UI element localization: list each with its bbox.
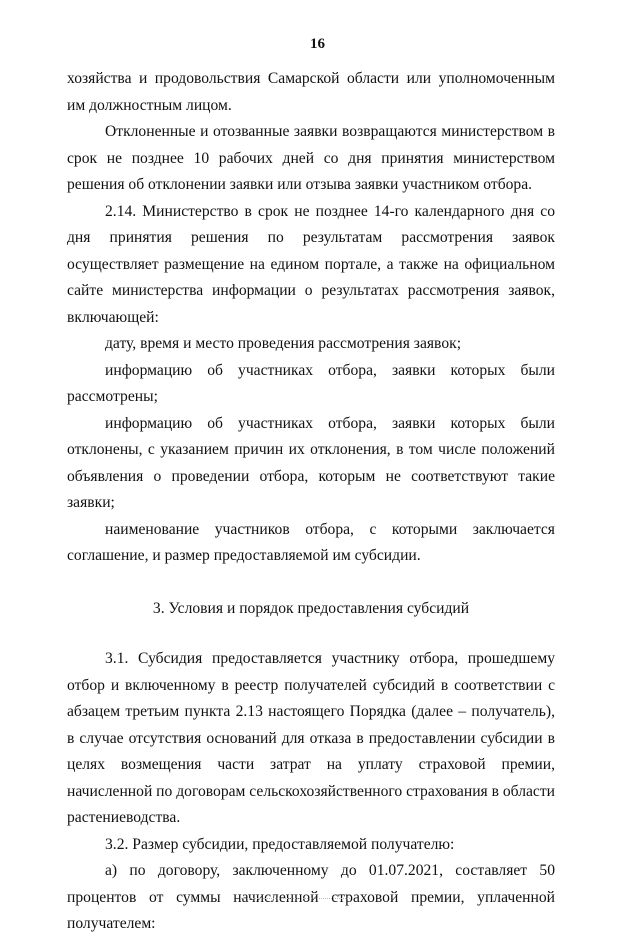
paragraph: хозяйства и продовольствия Самарской области или уполномоченным им должностным лицом. <box>67 70 555 114</box>
list-item: дату, время и место проведения рассмотрения заявок; <box>105 335 462 352</box>
paragraph: 2.14. Министерство в срок не позднее 14-го календарного дня со дня принятия решения по результатам рассмотрения заявок осуществляет размещение на едином портале, а также на официальном сайте министерства информации о результатах рассмотрения заявок, включающей: <box>67 202 555 326</box>
list-item: наименование участников отбора, с которыми заключается соглашение, и размер предоставляемой им субсидии. <box>67 520 555 564</box>
list-item: информацию об участниках отбора, заявки которых были рассмотрены; <box>67 361 555 405</box>
scan-artifact <box>240 896 350 899</box>
document-body <box>67 66 555 938</box>
list-item: информацию об участниках отбора, заявки которых были отклонены, с указанием причин их отклонения, в том числе положений объявления о проведении отбора, которым не соответствуют такие заявки; <box>67 414 555 511</box>
paragraph: 3.2. Размер субсидии, предоставляемой получателю: <box>105 835 455 853</box>
page-number: 16 <box>310 36 325 52</box>
paragraph: а) по договору, заключенному до 01.07.2021, составляет 50 процентов от суммы начисленной страховой премии, уплаченной получателем: <box>67 862 555 932</box>
section-heading: 3. Условия и порядок предоставления субсидий <box>152 599 470 617</box>
paragraph: 3.1. Субсидия предоставляется участнику отбора, прошедшему отбор и включенному в реестр получателей субсидий в соответствии с абзацем третьим пункта 2.13 настоящего Порядка (далее – получатель), в случае отсутствия оснований для отказа в предоставлении субсидии в целях возмещения части затрат на уплату страховой премии, начисленной по договорам сельскохозяйственного страхования в области растениеводства. <box>67 650 556 826</box>
paragraph: Отклоненные и отозванные заявки возвращаются министерством в срок не позднее 10 рабочих дней со дня принятия министерством решения об отклонении заявки или отзыва заявки участником отбора. <box>67 123 555 193</box>
